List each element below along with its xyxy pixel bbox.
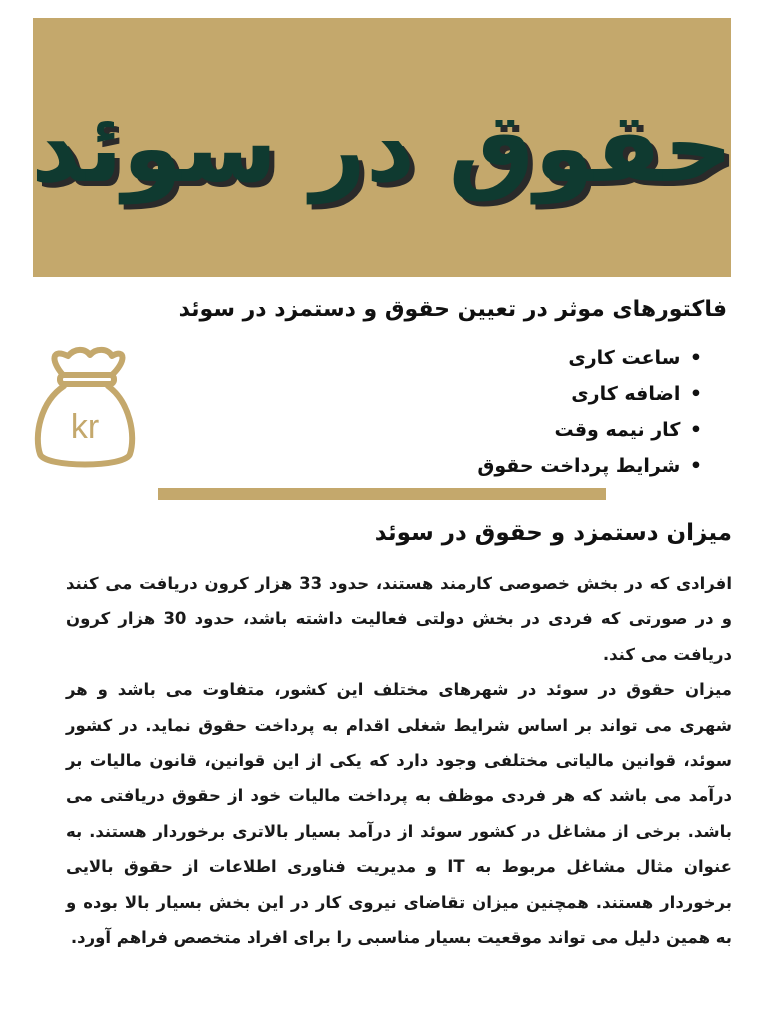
list-item <box>477 376 705 412</box>
salary-body <box>66 566 732 955</box>
money-bag-icon <box>30 340 140 475</box>
page-title: حقوق در سوئد <box>31 91 733 204</box>
list-item <box>477 448 705 484</box>
paragraph: افرادی که در بخش خصوصی کارمند هستند، حدود 33 هزار کرون دریافت می کنند و در صورتی که فردی در بخش دولتی فعالیت داشته باشد، حدود 30 هزار کرون دریافت می کند. <box>66 574 732 664</box>
paragraph: میزان حقوق در سوئد در شهرهای مختلف این کشور، متفاوت می باشد و هر شهری می تواند بر اساس شرایط شغلی اقدام به پرداخت حقوق نماید. در کشور سوئد، قوانین مالیاتی مختلفی وجود دارد که یکی از این قوانین، قانون مالیات بر درآمد می باشد که هر فردی موظف به پرداخت مالیات خود از حقوق دریافتی می باشد. برخی از مشاغل در کشور سوئد از درآمد بسیار بالاتری برخوردار هستند. به عنوان مثال مشاغل مربوط به IT و مدیریت فناوری اطلاعات از حقوق بالایی برخوردار هستند. همچنین میزان تقاضای نیروی کار در این بخش بسیار بالا بوده و به همین دلیل می تواند موقعیت بسیار مناسبی را برای افراد متخصص فراهم آورد. <box>66 680 732 948</box>
currency-label: kr <box>70 408 100 446</box>
bullet-icon: • <box>689 383 703 405</box>
section-divider <box>158 488 606 500</box>
factors-heading: فاکتورهای موثر در تعیین حقوق و دستمزد در سوئد <box>178 297 727 322</box>
list-item <box>477 412 705 448</box>
bullet-icon: • <box>689 419 703 441</box>
list-item <box>477 340 705 376</box>
list-item-label: کار نیمه وقت <box>554 419 681 441</box>
list-item-label: ساعت کاری <box>568 347 681 369</box>
factors-list <box>477 340 705 484</box>
list-item-label: اضافه کاری <box>571 383 681 405</box>
bullet-icon: • <box>689 347 703 369</box>
list-item-label: شرایط پرداخت حقوق <box>477 455 681 477</box>
salary-heading: میزان دستمزد و حقوق در سوئد <box>374 520 732 546</box>
title-banner <box>33 18 731 277</box>
bullet-icon: • <box>689 455 703 477</box>
